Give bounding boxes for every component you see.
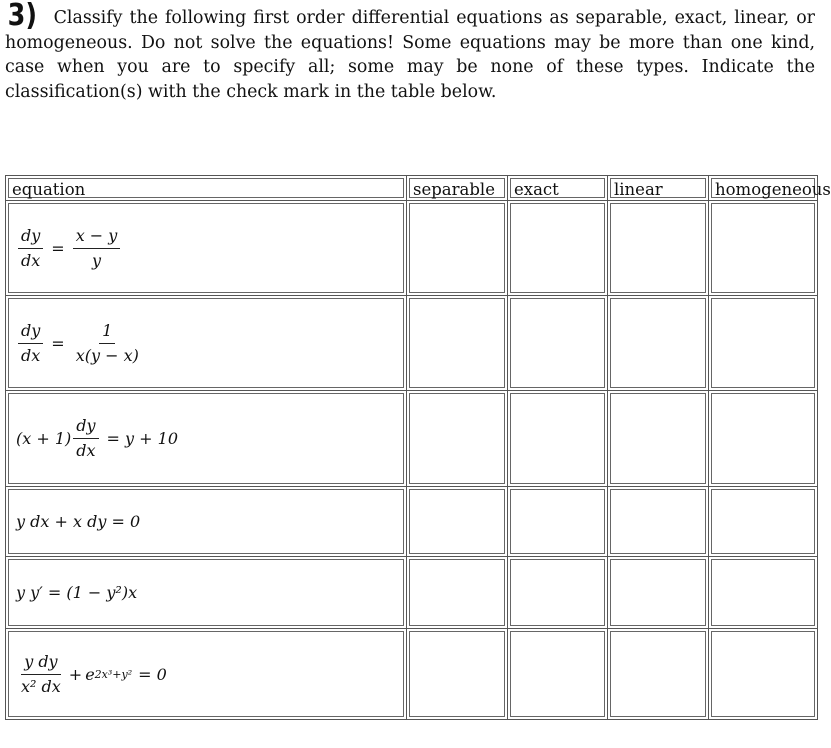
table-row: [6, 557, 818, 629]
problem-number: 3): [7, 0, 37, 33]
denominator: dx: [76, 441, 96, 460]
equation-cell: [6, 557, 407, 629]
check-cell-separable[interactable]: [407, 557, 508, 629]
check-cell-homogeneous[interactable]: [709, 557, 818, 629]
equation-cell: [6, 391, 407, 487]
header-linear: linear: [608, 176, 709, 201]
check-cell-exact[interactable]: [508, 557, 608, 629]
fraction: [73, 322, 142, 365]
check-cell-homogeneous[interactable]: [709, 629, 818, 720]
equation-text: y dx + x dy = 0: [16, 512, 141, 531]
header-separable: separable: [407, 176, 508, 201]
equation-cell: [6, 201, 407, 296]
check-cell-exact[interactable]: [508, 296, 608, 391]
check-cell-linear[interactable]: [608, 391, 709, 487]
numerator: 1: [99, 322, 115, 344]
check-cell-linear[interactable]: [608, 201, 709, 296]
check-cell-linear[interactable]: [608, 487, 709, 557]
exp-base: e: [85, 664, 95, 684]
table-row: [6, 487, 818, 557]
check-cell-separable[interactable]: [407, 201, 508, 296]
check-cell-exact[interactable]: [508, 391, 608, 487]
header-exact: exact: [508, 176, 608, 201]
check-cell-exact[interactable]: [508, 629, 608, 720]
equation-prefix: (x + 1): [16, 429, 72, 448]
equation-suffix: = 0: [138, 664, 167, 684]
denominator: x(y − x): [75, 345, 139, 365]
fraction: [18, 227, 43, 270]
check-cell-linear[interactable]: [608, 296, 709, 391]
numerator: dy: [18, 322, 43, 344]
denominator: dx: [21, 250, 41, 270]
classification-table: [5, 175, 831, 720]
equals-sign: =: [51, 333, 65, 353]
check-cell-homogeneous[interactable]: [709, 296, 818, 391]
check-cell-linear[interactable]: [608, 557, 709, 629]
header-homogeneous: homogeneous: [709, 176, 818, 201]
numerator: x − y: [73, 227, 121, 249]
check-cell-exact[interactable]: [508, 487, 608, 557]
instructions-text: Classify the following first order differential equations as separable, exact, linear, or homogeneous. Do not solve the equations! Some equations may be more than one kind, case when you are to specify all; some may be none of these types. Indicate the classification(s) with the check mark in the table below.: [5, 8, 815, 102]
check-cell-exact[interactable]: [508, 201, 608, 296]
fraction: [73, 227, 121, 270]
equation-cell: [6, 296, 407, 391]
equals-sign: =: [51, 238, 65, 258]
equation-cell: [6, 487, 407, 557]
table-row: [6, 391, 818, 487]
header-equation: equation: [6, 176, 407, 201]
table-row: [6, 201, 818, 296]
check-cell-separable[interactable]: [407, 296, 508, 391]
equation-text: y y′ = (1 − y²)x: [16, 583, 138, 602]
denominator: x² dx: [21, 676, 61, 696]
check-cell-homogeneous[interactable]: [709, 391, 818, 487]
table-row: [6, 296, 818, 391]
denominator: dx: [21, 345, 41, 365]
check-cell-linear[interactable]: [608, 629, 709, 720]
equation-cell: [6, 629, 407, 720]
equation-suffix: = y + 10: [106, 429, 179, 448]
check-cell-separable[interactable]: [407, 391, 508, 487]
table-row: [6, 629, 818, 720]
numerator: dy: [73, 417, 98, 439]
instructions: [5, 0, 815, 104]
fraction: [18, 653, 64, 696]
check-cell-homogeneous[interactable]: [709, 487, 818, 557]
exponent: 2x³+y²: [94, 667, 133, 681]
numerator: y dy: [21, 653, 60, 675]
plus-sign: +: [68, 664, 83, 684]
check-cell-separable[interactable]: [407, 629, 508, 720]
denominator: y: [91, 250, 102, 270]
check-cell-homogeneous[interactable]: [709, 201, 818, 296]
check-cell-separable[interactable]: [407, 487, 508, 557]
table-header-row: [6, 176, 818, 201]
numerator: dy: [18, 227, 43, 249]
fraction: [73, 417, 98, 460]
fraction: [18, 322, 43, 365]
